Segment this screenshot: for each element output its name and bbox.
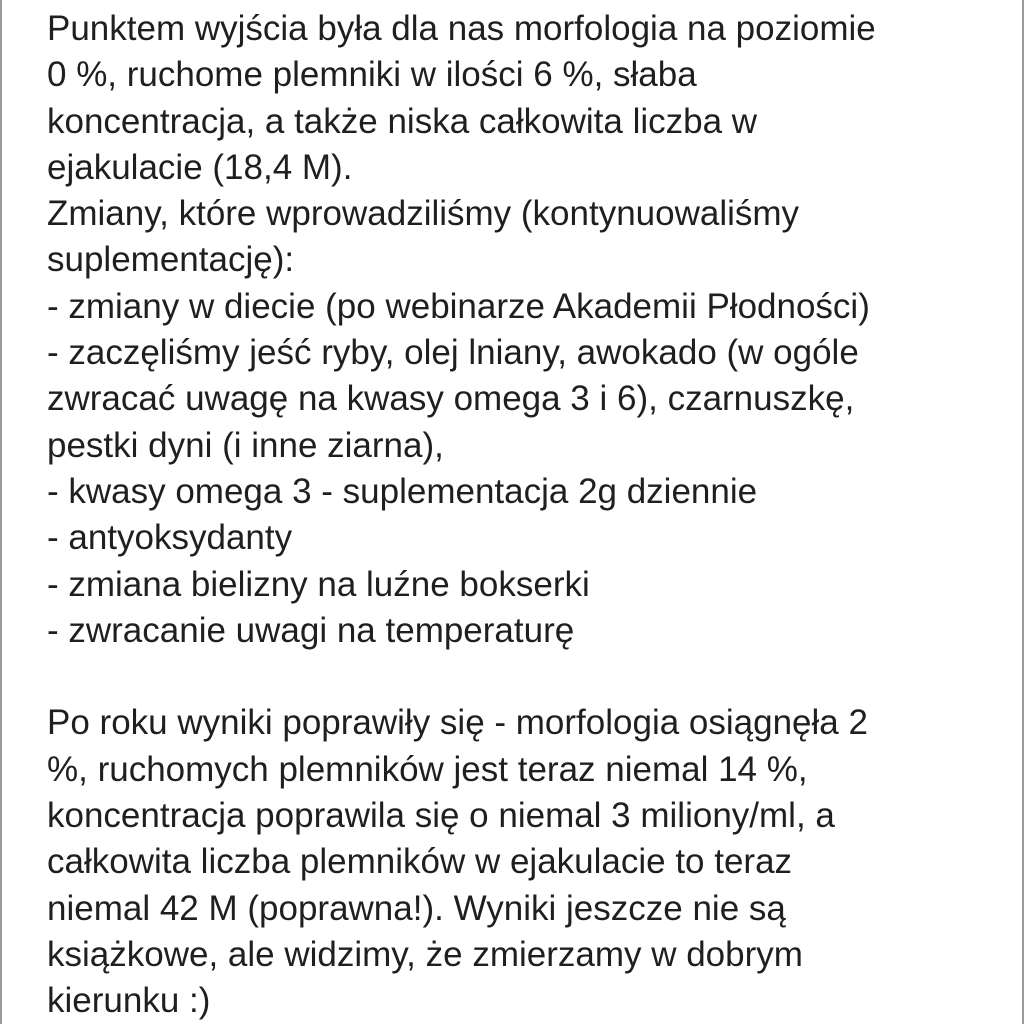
message-line: 0 %, ruchome plemniki w ilości 6 %, słaba [47,55,697,95]
paragraph-gap [47,654,1007,700]
message-line: Zmiany, które wprowadziliśmy (kontynuowaliśmy [47,194,800,234]
message-line: ejakulacie (18,4 M). [47,147,353,187]
list-item: - zaczęliśmy jeść ryby, olej lniany, awokado (w ogóle [47,333,859,373]
list-item: - kwasy omega 3 - suplementacja 2g dziennie [47,471,758,511]
message-line: suplementację): [47,240,295,280]
list-item-continuation: zwracać uwagę na kwasy omega 3 i 6), czarnuszkę, [47,379,855,419]
left-border [0,0,2,1024]
message-text [47,6,1007,1025]
list-item: - antyoksydanty [47,518,293,558]
message-line: koncentracja poprawila się o niemal 3 miliony/ml, a [47,796,835,836]
message-line: kierunku :) [47,981,211,1021]
message-line: książkowe, ale widzimy, że zmierzamy w dobrym [47,934,803,974]
message-line: całkowita liczba plemników w ejakulacie to teraz [47,842,793,882]
message-line: Punktem wyjścia była dla nas morfologia na poziomie [47,9,876,48]
message-line: niemal 42 M (poprawna!). Wyniki jeszcze nie są [47,888,786,928]
list-item: - zwracanie uwagi na temperaturę [47,610,575,650]
list-item: - zmiany w diecie (po webinarze Akademii Płodności) [47,286,870,326]
message-line: %, ruchomych plemników jest teraz niemal 14 %, [47,749,808,789]
message-line: Po roku wyniki poprawiły się - morfologia osiągnęła 2 [47,703,868,743]
message-line: koncentracja, a także niska całkowita liczba w [47,101,758,141]
list-item: - zmiana bielizny na luźne bokserki [47,564,590,604]
list-item-continuation: pestki dyni (i inne ziarna), [47,425,444,465]
